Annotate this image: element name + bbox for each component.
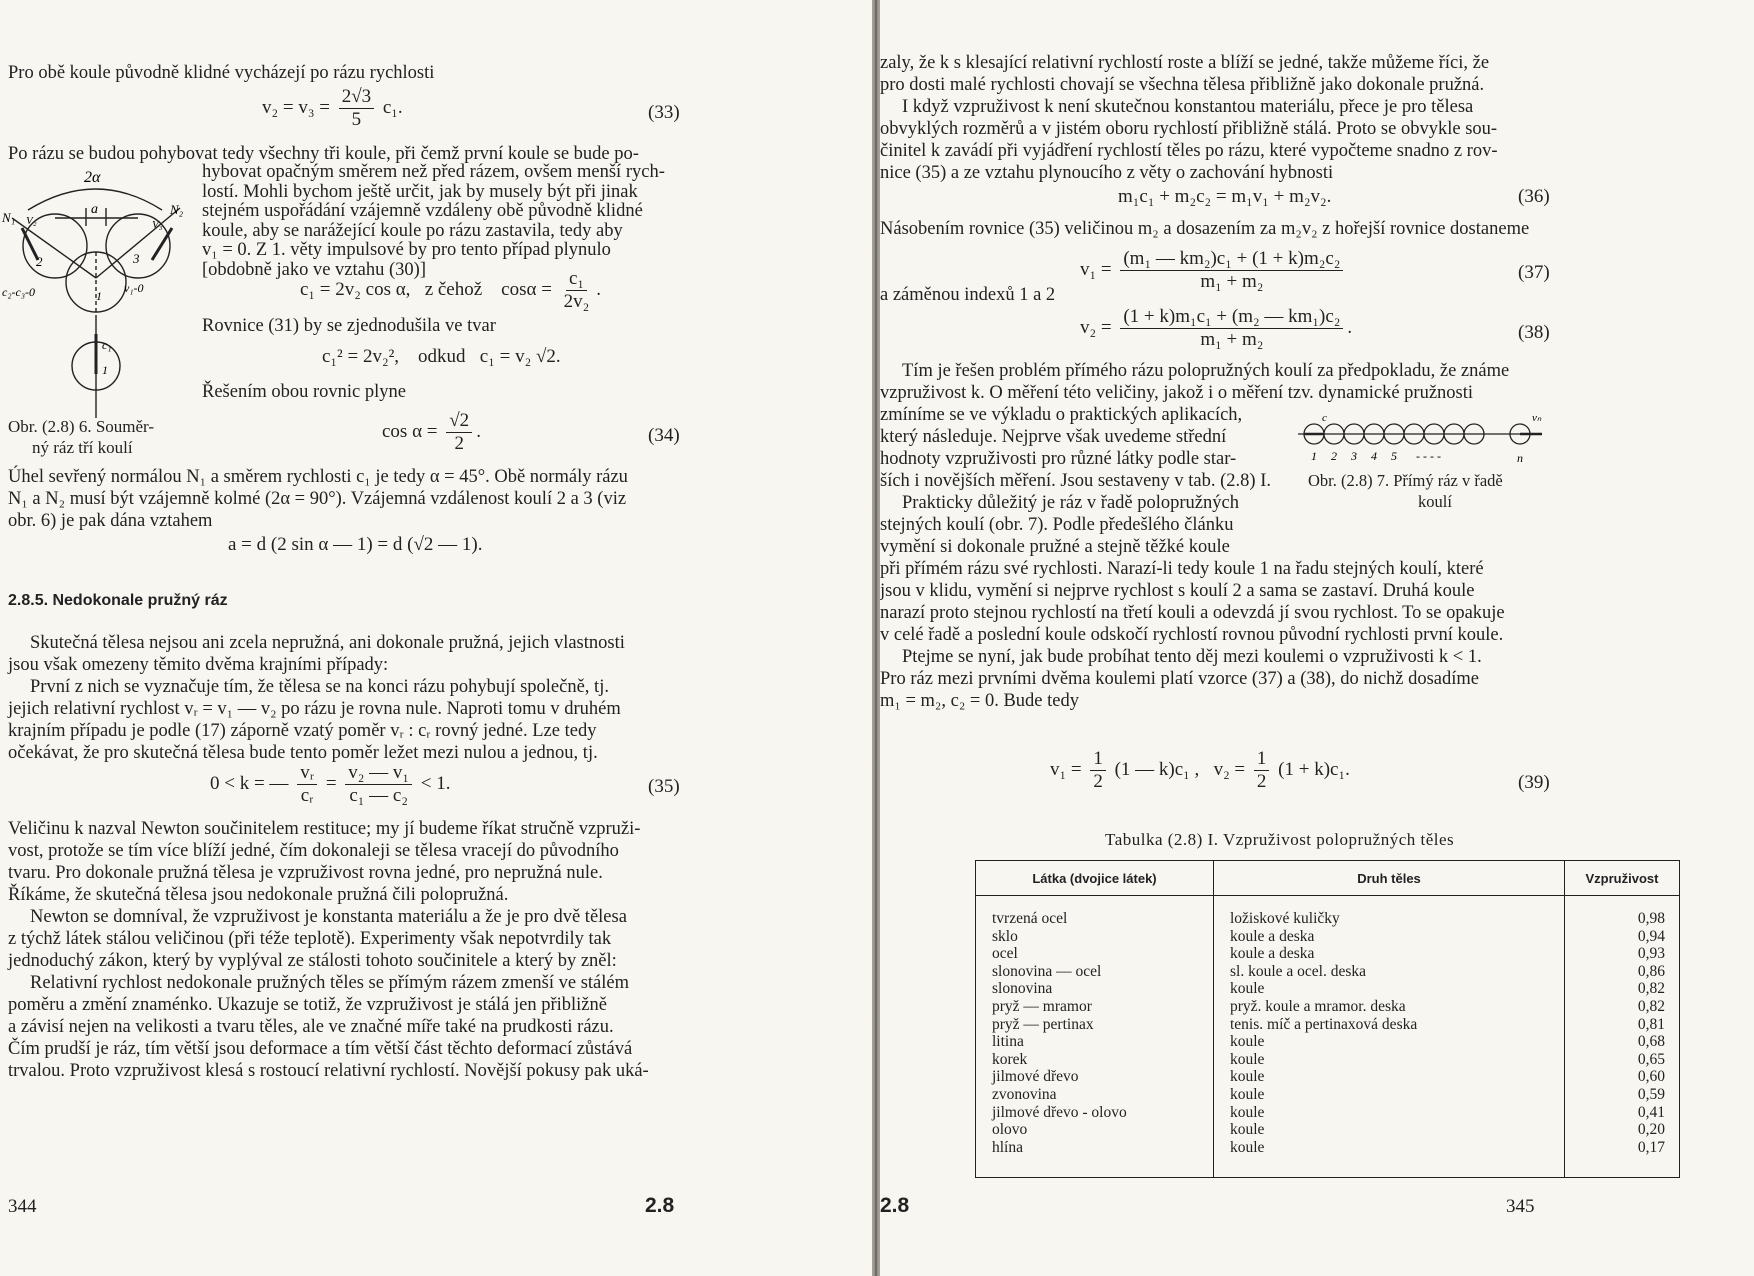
table-header-elasticity: Vzpruživost [1565, 861, 1680, 896]
material-column: tvrzená ocel sklo ocel slonovina — ocel slonovina pryž — mramor pryž — pertinax litina korek jilmové dřevo zvonovina jilmové dřevo - olovo olovo hlína [992, 910, 1127, 1156]
svg-text:3: 3 [133, 251, 140, 266]
motion-paragraph: hybovat opačným směrem než před rázem, ovšem menší rych- lostí. Mohli bychom ještě určit, jak by musely být při jinak stejném uspořádání vzájemně vzdáleny obě původně klidné koule, aby se narážející koule po rázu zastavila, tedy aby v₁ = 0. Z 1. věty impulsové by pro tento případ plynulo [obdobně jako ve vztahu (30)] [202, 162, 665, 280]
svg-text:a: a [91, 202, 98, 217]
equation-c1: c₁ = 2v₂ cos α, z čehož cosα = $\frac{\text{c₁}}{\text{2v₂}}$ . [300, 268, 602, 312]
figure-7-caption: Obr. (2.8) 7. Přímý ráz v řadě koulí [1308, 471, 1503, 511]
solved-paragraph-narrow: zmíníme se ve výkladu o praktických aplikacích, který následuje. Nejprve však uvedeme střední hodnoty vzpruživosti pro různé látky podle star- ších i novějších měření. Jsou sestaveny v tab. (2.8) I. Prakticky důležitý je ráz v řadě polopružných stejných koulí (obr. 7). Podle předešlého článku vymění si dokonale pružné a stejně těžké koule [880, 405, 1271, 557]
right-page [880, 0, 1754, 1276]
svg-text:N₂: N₂ [170, 202, 184, 217]
table-caption: Tabulka (2.8) I. Vzpruživost polopružných těles [1105, 830, 1455, 849]
equation-distance-a: a = d (2 sin α — 1) = d (√2 — 1). [228, 534, 483, 555]
multiply-line: Násobením rovnice (35) veličinou m₂ a dosazením za m₂v₂ z hořejší rovnice dostaneme [880, 219, 1530, 239]
top-paragraph: zaly, že k s klesající relativní rychlostí roste a blíží se jedné, takže můžeme říci, že pro dosti malé rychlosti chovají se všechna tělesa přibližně jako dokonale pružná. I když vzpruživost k není skutečnou konstantou materiálu, přece je pro tělesa obvyklých rozměrů a v jistém oboru rychlostí přibližně stálá. Proto se obvykle sou- činitel k zavádí při vyjádření rychlostí těles po rázu, které vypočteme snadno z rov- nice (35) a ze vztahu plynoucího z věty o zachování hybnosti [880, 53, 1498, 183]
equation-number-34: (34) [648, 425, 680, 446]
equation-number-37: (37) [1518, 262, 1550, 283]
solving-line: Řešením obou rovnic plyne [202, 382, 406, 402]
simplify-line: Rovnice (31) by se zjednodušila ve tvar [202, 316, 496, 336]
equation-number-36: (36) [1518, 186, 1550, 207]
equation-36: m₁c₁ + m₂c₂ = m₁v₁ + m₂v₂. [1118, 186, 1332, 207]
svg-text:1: 1 [102, 363, 108, 377]
equation-number-39: (39) [1518, 772, 1550, 793]
table-header-row [976, 861, 1680, 896]
table-header-material: Látka (dvojice látek) [976, 861, 1214, 896]
body-type-column: ložiskové kuličky koule a deska koule a deska sl. koule a ocel. deska koule pryž. koule a mramor. deska tenis. míč a pertinaxová deska koule koule koule koule koule koule koule [1214, 896, 1565, 1178]
left-page [0, 0, 872, 1276]
svg-text:4: 4 [1371, 449, 1377, 463]
svg-text:c: c [1322, 412, 1327, 424]
page-number-right: 345 [1506, 1196, 1535, 1217]
equation-number-35: (35) [648, 776, 680, 797]
svg-text:c₂-c₃-0: c₂-c₃-0 [2, 285, 35, 299]
section-footer-left: 2.8 [645, 1194, 675, 1217]
elasticity-table [975, 860, 1680, 1178]
page-number-left: 344 [8, 1196, 37, 1217]
svg-text:2: 2 [1331, 449, 1337, 463]
section-footer-right: 2.8 [880, 1194, 910, 1217]
svg-text:5: 5 [1391, 449, 1397, 463]
motion-paragraph-first: Po rázu se budou pohybovat tedy všechny tři koule, při čemž první koule se bude po- [8, 144, 639, 164]
figure-6-symmetric-impact [0, 168, 200, 438]
svg-text:V₃: V₃ [152, 219, 163, 231]
newton-paragraph: Veličinu k nazval Newton součinitelem restituce; my jí budeme říkat stručně vzpruži- vost, protože se tím více blíží jedné, čím dokonaleji se tělesa vracejí do původního tvaru. Pro dokonale pružná tělesa je vzpruživost rovna jedné, pro nepružná nule. Říkáme, že skutečná tělesa jsou nedokonale pružná čili polopružná. Newton se domníval, že vzpruživost je konstanta materiálu a že je pro dvě tělesa z týchž látek stálou veličinou (při téže teplotě). Experimenty však nepotvrdily tak jednoduchý zákon, který by vyplýval ze stálosti tohoto součinitele a který by zněl: Relativní rychlost nedokonale pružných těles se přímým rázem zmenší ve stálém poměru a změní znaménko. Ukazuje se totiž, že vzpruživost je stálá jen přibližně a závisí nejen na velikosti a tvaru těles, ale ve značné míře také na prudkosti rázu. Čím prudší je ráz, tím větší jsou deformace a tím větší část těchto deformací zůstává trvalou. Proto vzpruživost klesá s rostoucí relativní rychlostí. Novější pokusy pak uká- [8, 819, 649, 1081]
svg-text:V₂: V₂ [26, 215, 37, 227]
svg-text:- - - -: - - - - [1416, 449, 1441, 463]
elasticity-column: 0,98 0,94 0,93 0,86 0,82 0,82 0,81 0,68 0,65 0,60 0,59 0,41 0,20 0,17 [1565, 896, 1680, 1178]
equation-c1-squared: c₁² = 2v₂², odkud c₁ = v₂ √2. [322, 346, 561, 367]
table-header-body-type: Druh těles [1214, 861, 1565, 896]
figure-6-caption: Obr. (2.8) 6. Souměr- ný ráz tří koulí [8, 417, 155, 457]
intro-line: Pro obě koule původně klidné vycházejí po rázu rychlosti [8, 63, 435, 83]
equation-number-38: (38) [1518, 322, 1550, 343]
equation-35: 0 < k = — $\frac{\text{vᵣ}}{\text{cᵣ}}$ = $\frac{\text{v₂ — v₁}}{\text{c₁ — c₂}}$ < 1. [210, 762, 451, 806]
equation-number-33: (33) [648, 102, 680, 123]
svg-text:3: 3 [1351, 449, 1357, 463]
equation-34: cos α = $\frac{√2}{2}$ . [382, 410, 481, 454]
svg-text:vₙ: vₙ [1532, 412, 1542, 424]
swap-line: a záměnou indexů 1 a 2 [880, 285, 1056, 305]
solved-paragraph: Tím je řešen problém přímého rázu polopružných koulí za předpokladu, že známe vzpruživost k. O měření této veličiny, jakož i o měření tzv. dynamické pružnosti [880, 361, 1510, 403]
equation-33: v₂ = v₃ = $\frac{2√3}{5}$ c₁. [262, 86, 403, 130]
section-heading-2-8-5: 2.8.5. Nedokonale pružný ráz [8, 592, 228, 609]
svg-text:1: 1 [1311, 449, 1317, 463]
svg-text:n: n [1517, 451, 1523, 465]
svg-text:N₁: N₁ [2, 210, 16, 225]
angle-paragraph: Úhel sevřený normálou N₁ a směrem rychlosti c₁ je tedy α = 45°. Obě normály rázu N₁ a N₂ musí být vzájemně kolmé (2α = 90°). Vzájemná vzdálenost koulí 2 a 3 (viz obr. 6) je pak dána vztahem [8, 467, 628, 531]
fig6-label-2alpha: 2α [84, 169, 101, 186]
equation-39: v₁ = $\frac{1}{2}$ (1 — k)c₁ , v₂ = $\frac{1}{2}$ (1 + k)c₁. [1050, 748, 1350, 792]
svg-text:2: 2 [36, 254, 43, 269]
svg-text:1: 1 [96, 289, 102, 303]
figure-7-row-of-balls [1298, 410, 1558, 466]
equation-38: v₂ = $\frac{\text{(1 + k)m₁c₁ + (m₂ — km₁)c₂}}{\text{m₁ + m₂}}$ . [1080, 306, 1353, 350]
table-row [976, 896, 1680, 1178]
svg-text:v₁-0: v₁-0 [124, 281, 144, 295]
row-paragraph: při přímém rázu své rychlosti. Narazí-li tedy koule 1 na řadu stejných koulí, které jsou v klidu, vymění si nejprve rychlost s koulí 2 a sama se zastaví. Druhá koule narazí proto stejnou rychlostí na třetí kouli a odevzdá jí svou rychlost. To se opakuje v celé řadě a poslední koule odskočí rychlostí rovnou původní rychlosti první koule. Ptejme se nyní, jak bude probíhat tento děj mezi koulemi o vzpruživosti k < 1. Pro ráz mezi prvními dvěma koulemi platí vzorce (37) a (38), do nichž dosadíme m₁ = m₂, c₂ = 0. Bude tedy [880, 559, 1505, 711]
real-bodies-paragraph: Skutečná tělesa nejsou ani zcela nepružná, ani dokonale pružná, jejich vlastnosti jsou však omezeny těmito dvěma krajními případy: První z nich se vyznačuje tím, že tělesa se na konci rázu pohybují společně, tj. jejich relativní rychlost vᵣ = v₁ — v₂ po rázu je rovna nule. Naproti tomu v druhém krajním případu je podle (17) záporně vzatý poměr vᵣ : cᵣ rovný jedné. Lze tedy očekávat, že pro skutečná tělesa bude tento poměr ležet mezi nulou a jednou, tj. [8, 633, 625, 763]
svg-text:c₁: c₁ [102, 338, 112, 352]
equation-37: v₁ = $\frac{\text{(m₁ — km₂)c₁ + (1 + k)m₂c₂}}{\text{m₁ + m₂}}$ [1080, 248, 1347, 293]
